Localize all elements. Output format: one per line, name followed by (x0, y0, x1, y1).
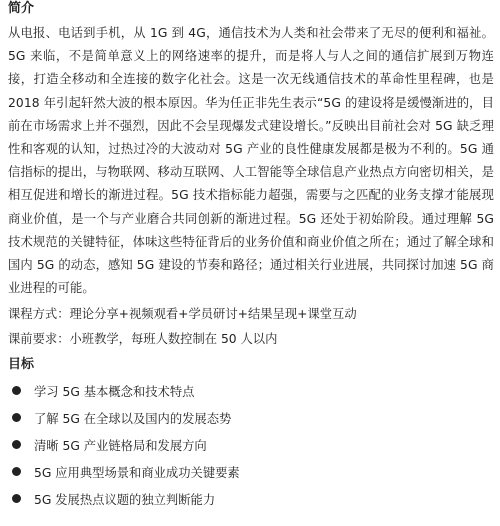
intro-paragraph: 从电报、电话到手机，从 1G 到 4G，通信技术为人类和社会带来了无尽的便利和福祉。5G 来临，不是简单意义上的网络速率的提升，而是将人与人之间的通信扩展到万物连接，打造全移动和全连接的数字化社会。这是一次无线通信技术的革命性里程碑，也是 2018 年引起轩然大波的根本原因。华为任正非先生表示“5G 的建设将是缓慢渐进的，目前在市场需求上并不强烈，因此不会呈现爆发式建设增长。”反映出目前社会对 5G 缺乏理性和客观的认知，过热过冷的大波动对 5G 产业的良性健康发展都是极为不利的。5G 通信指标的提出，与物联网、移动互联网、人工智能等全球信息产业热点方向密切相关，是相互促进和增长的渐进过程。5G 技术指标能力超强，需要与之匹配的业务支撑才能展现商业价值，是一个与产业磨合共同创新的渐进过程。5G 还处于初始阶段。通过理解 5G 技术规范的关键特征，体味这些特征背后的业务价值和商业价值之所在；通过了解全球和国内 5G 的动态，感知 5G 建设的节奏和路径；通过相关行业进展，共同探讨加速 5G 商业进程的可能。 (8, 26, 494, 296)
goals-heading: 目标 (8, 357, 35, 373)
bullet-icon (12, 386, 21, 395)
goal-text: 了解 5G 在全球以及国内的发展态势 (34, 411, 232, 426)
goal-text: 5G 发展热点议题的独立判断能力 (34, 492, 216, 507)
list-item (8, 487, 494, 510)
list-item (8, 379, 494, 402)
course-requirement: 课前要求：小班教学，每班人数控制在 50 人以内 (8, 332, 278, 347)
goal-text: 清晰 5G 产业链格局和发展方向 (34, 438, 207, 453)
goal-text: 学习 5G 基本概念和技术特点 (34, 384, 195, 399)
bullet-icon (12, 494, 21, 503)
document-body (8, 0, 494, 514)
course-method: 课程方式：理论分享+视频观看+学员研讨+结果呈现+课堂互动 (8, 307, 357, 322)
bullet-icon (12, 440, 21, 449)
list-item (8, 460, 494, 483)
list-item (8, 433, 494, 456)
goal-list (8, 379, 494, 510)
goal-text: 5G 应用典型场景和商业成功关键要素 (34, 465, 240, 480)
list-item (8, 406, 494, 429)
intro-heading: 简介 (8, 1, 35, 16)
bullet-icon (12, 467, 21, 476)
bullet-icon (12, 413, 21, 422)
